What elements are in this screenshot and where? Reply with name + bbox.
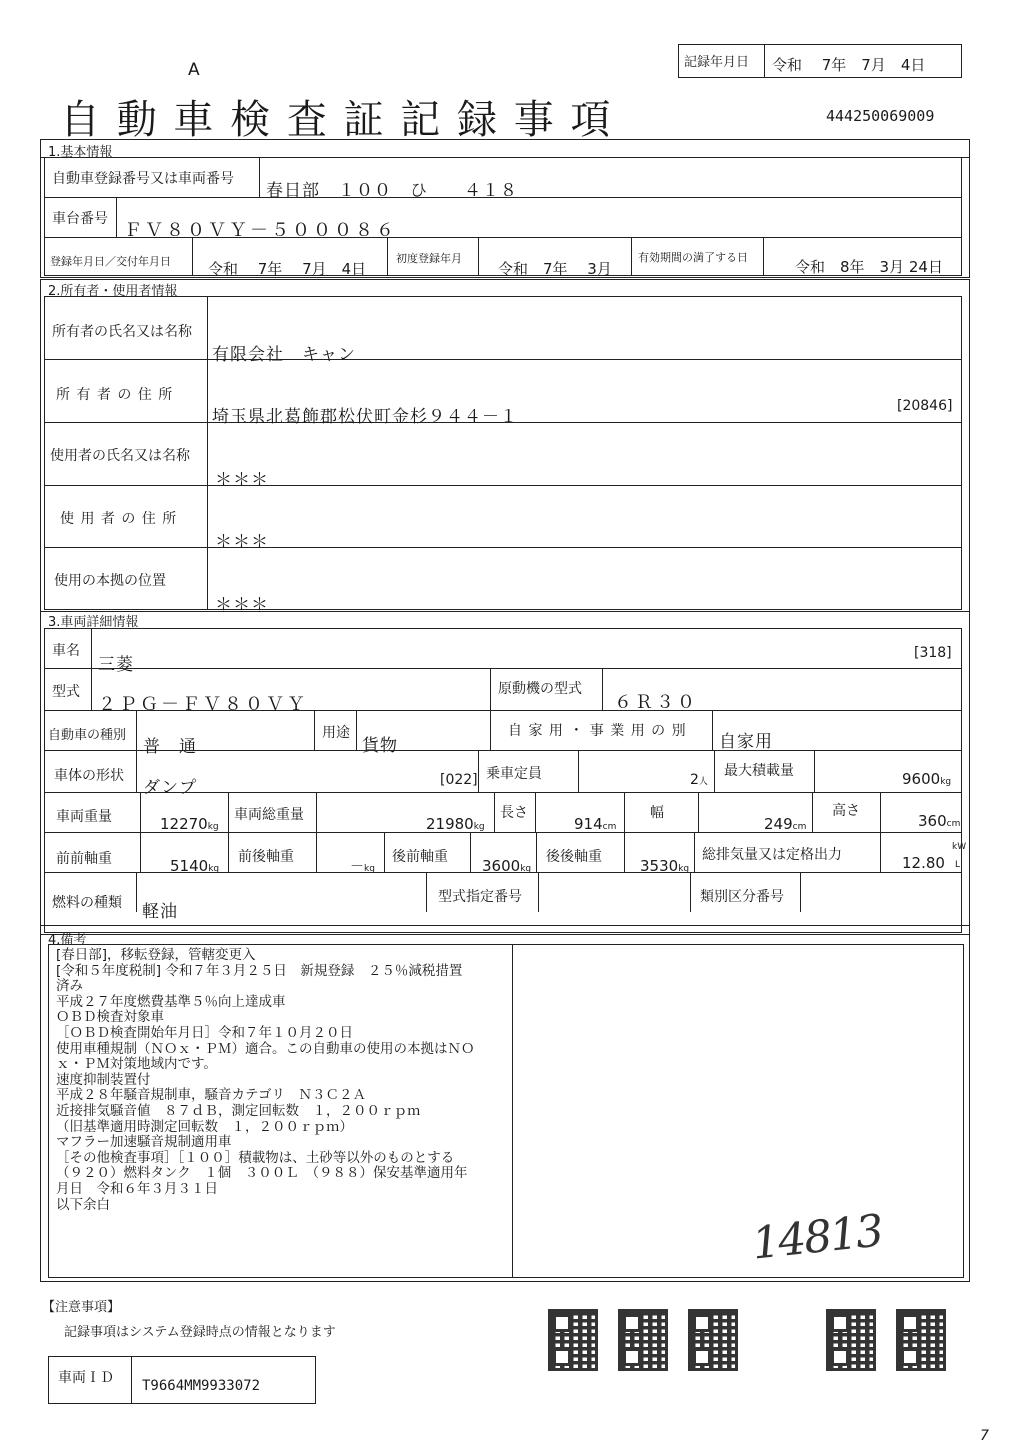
body-shape-code: [022] (440, 772, 478, 788)
base-location-value: ＊＊＊ (215, 595, 269, 615)
reg-date-label: 登録年月日／交付年月日 (50, 255, 171, 268)
vehicle-kind-value: 普 通 (143, 737, 197, 757)
model-label: 型式 (52, 684, 80, 700)
length-value (574, 815, 616, 833)
remarks-line: 以下余白 (56, 1196, 110, 1213)
fuel-label: 燃料の種類 (52, 895, 122, 911)
front-rear-axle-label: 前後軸重 (238, 849, 294, 865)
front-rear-axle-unit: kg (364, 864, 375, 874)
document-number: 444250069009 (826, 107, 935, 125)
document-title: 自 動 車 検 査 証 記 録 事 項 (60, 97, 613, 143)
front-front-axle-unit: kg (208, 864, 220, 874)
first-reg-label: 初度登録年月 (396, 252, 462, 265)
width-label: 幅 (650, 805, 664, 821)
vehicle-weight-label: 車両重量 (56, 809, 112, 825)
height-value (918, 812, 960, 830)
qr-code-4 (826, 1309, 876, 1371)
vehicle-weight-number: 12270 (160, 815, 208, 833)
rear-rear-axle-number: 3530 (640, 857, 679, 875)
owner-name-value: 有限会社 キャン (212, 345, 356, 365)
engine-label: 原動機の型式 (498, 681, 582, 697)
make-code: [318] (914, 645, 952, 661)
class-number-label: 類別区分番号 (700, 889, 784, 905)
user-address-label: 使 用 者 の 住 所 (60, 511, 178, 527)
notice-text: 記録事項はシステム登録時点の情報となります (64, 1325, 336, 1340)
use-label: 用途 (322, 725, 350, 741)
record-date-value: 令和 7年 7月 4日 (772, 56, 926, 74)
user-name-label: 使用者の氏名又は名称 (50, 448, 190, 464)
max-load-number: 9600 (902, 770, 941, 788)
max-load-value (902, 770, 951, 788)
width-value (764, 815, 806, 833)
base-location-label: 使用の本拠の位置 (54, 573, 166, 589)
remarks-line: 済み (56, 978, 83, 995)
use-value: 貨物 (362, 736, 398, 756)
reg-no-label: 自動車登録番号又は車両番号 (52, 171, 234, 187)
remarks-line: 使用車種規制（ＮＯｘ・ＰＭ）適合。この自動車の使用の本拠はＮＯ (56, 1040, 475, 1057)
remarks-line: 近接排気騒音値 ８７ｄＢ，測定回転数 １，２００ｒｐｍ (56, 1102, 421, 1119)
front-front-axle-number: 5140 (170, 857, 209, 875)
fuel-value: 軽油 (142, 902, 178, 922)
record-date-label: 記録年月日 (684, 55, 750, 70)
height-number: 360 (918, 812, 947, 830)
make-value: 三菱 (98, 655, 134, 675)
displacement-label: 総排気量又は定格出力 (702, 847, 842, 863)
displacement-unit-l: L (955, 860, 961, 870)
remarks-line: [春日部]，移転登録，管轄変更入 (56, 947, 256, 963)
front-front-axle-label: 前前軸重 (56, 851, 112, 867)
vehicle-id-value: T9664MM9933072 (142, 1378, 261, 1394)
engine-value: ６Ｒ３０ (614, 692, 698, 713)
remarks-line: [令和５年度税制] 令和７年３月２５日 新規登録 ２５％減税措置 (56, 962, 463, 979)
notice-title: 【注意事項】 (42, 1300, 121, 1315)
gross-weight-label: 車両総重量 (234, 807, 304, 823)
reg-no-value: 春日部 １００ ひ ４１８ (266, 181, 518, 201)
remarks-text (56, 948, 510, 1213)
vehicle-weight-unit: kg (207, 822, 219, 832)
remarks-line: （旧基準適用時測定回転数 １，２００ｒｐｍ） (56, 1118, 353, 1135)
section4-title: 4.備考 (48, 933, 87, 948)
remarks-line: ［ＯＢＤ検査開始年月日］令和７年１０月２０日 (56, 1024, 353, 1041)
chassis-label: 車台番号 (52, 211, 108, 227)
capacity-number: 2 (690, 772, 699, 788)
page-mark: 7 (980, 1428, 989, 1444)
remarks-line: 平成２７年度燃費基準５％向上達成車 (56, 993, 286, 1010)
rear-rear-axle-label: 後後軸重 (546, 849, 602, 865)
corner-mark: A (188, 60, 200, 80)
max-load-label: 最大積載量 (724, 763, 794, 779)
length-label: 長さ (500, 805, 528, 821)
front-rear-axle-number: － (350, 859, 364, 875)
rear-front-axle-label: 後前軸重 (392, 849, 448, 865)
expiry-label: 有効期間の満了する日 (638, 251, 748, 264)
expiry-value: 令和 8年 3月 24日 (795, 258, 943, 276)
remarks-line: 平成２８年騒音規制車，騒音カテゴリ Ｎ３Ｃ２Ａ (56, 1087, 366, 1104)
displacement-value: 12.80 (902, 854, 945, 872)
length-unit: cm (602, 822, 617, 832)
section2-title: 2.所有者・使用者情報 (48, 284, 178, 299)
remarks-line: 速度抑制装置付 (56, 1071, 151, 1088)
width-unit: cm (792, 822, 807, 832)
owner-address-label: 所 有 者 の 住 所 (56, 387, 174, 403)
model-value: ２ＰＧ－ＦＶ８０ＶＹ (98, 694, 308, 715)
rear-rear-axle-unit: kg (678, 864, 690, 874)
body-shape-label: 車体の形状 (54, 768, 124, 784)
private-business-value: 自家用 (719, 732, 773, 752)
remarks-line: ［その他検査事項］［１００］積載物は、土砂等以外のものとする (56, 1149, 455, 1166)
remarks-line: （９２０）燃料タンク １個 ３００Ｌ （９８８）保安基準適用年 (56, 1165, 468, 1182)
capacity-label: 乗車定員 (486, 766, 542, 782)
user-name-value: ＊＊＊ (215, 470, 269, 490)
owner-address-value: 埼玉県北葛飾郡松伏町金杉９４４－１ (212, 407, 518, 427)
body-shape-value: ダンプ (143, 778, 198, 798)
first-reg-value: 令和 7年 3月 (498, 260, 612, 278)
vehicle-weight-value (160, 815, 219, 833)
height-label: 高さ (832, 803, 860, 819)
private-business-label: 自 家 用 ・ 事 業 用 の 別 (508, 723, 687, 739)
section1-title: 1.基本情報 (48, 145, 113, 160)
make-label: 車名 (52, 643, 80, 659)
max-load-unit: kg (940, 777, 952, 787)
capacity-unit: 人 (698, 777, 708, 787)
rear-front-axle-unit: kg (520, 864, 532, 874)
width-number: 249 (764, 815, 793, 833)
gross-weight-number: 21980 (426, 815, 474, 833)
qr-code-3 (688, 1309, 738, 1371)
type-designation-label: 型式指定番号 (438, 889, 522, 905)
remarks-line: マフラー加速騒音規制適用車 (56, 1134, 232, 1151)
remarks-line: ｘ・ＰＭ対策地域内です。 (56, 1056, 217, 1073)
reg-date-value: 令和 7年 7月 4日 (208, 260, 367, 278)
vehicle-kind-label: 自動車の種別 (48, 728, 127, 743)
capacity-value (690, 772, 708, 788)
gross-weight-value (426, 815, 485, 833)
user-address-value: ＊＊＊ (215, 532, 269, 552)
handwritten-number: 14813 (749, 1205, 885, 1270)
owner-address-code: [20846] (897, 398, 953, 414)
qr-code-5 (896, 1309, 946, 1371)
front-rear-axle-value (350, 856, 375, 876)
section3-title: 3.車両詳細情報 (48, 615, 139, 630)
qr-code-2 (618, 1309, 668, 1371)
owner-name-label: 所有者の氏名又は名称 (52, 324, 192, 340)
vehicle-id-label: 車両ＩＤ (58, 1370, 114, 1386)
remarks-line: ＯＢＤ検査対象車 (56, 1009, 164, 1026)
remarks-line: 月日 令和６年３月３１日 (56, 1180, 218, 1197)
height-unit: cm (946, 819, 961, 829)
gross-weight-unit: kg (473, 822, 485, 832)
chassis-value: ＦＶ８０ＶＹ－５０００８６ (124, 220, 397, 241)
length-number: 914 (574, 815, 603, 833)
qr-code-1 (548, 1309, 598, 1371)
rear-front-axle-number: 3600 (482, 857, 521, 875)
displacement-unit-kw: kW (952, 842, 967, 852)
